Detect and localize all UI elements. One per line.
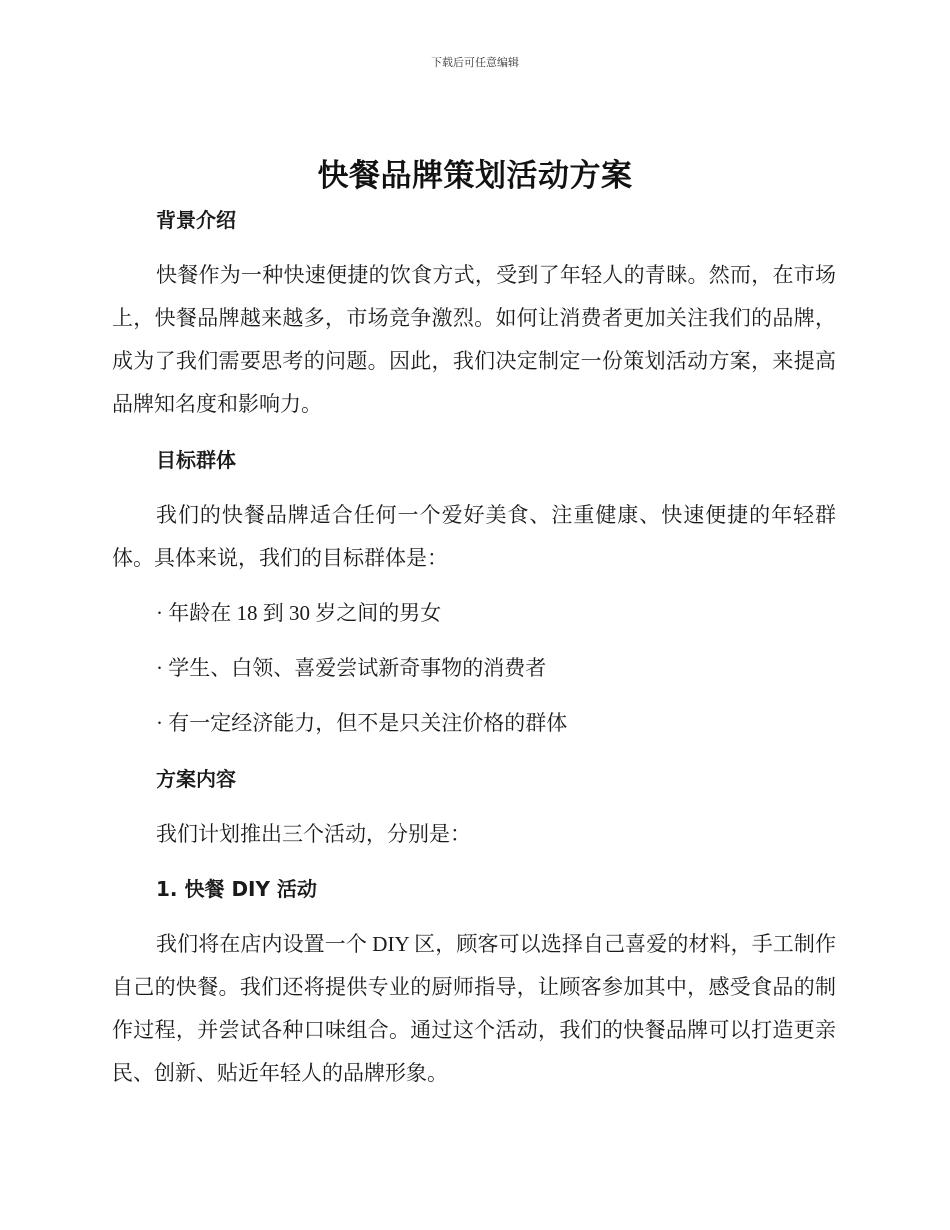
spacer (112, 482, 836, 494)
spacer (112, 426, 836, 438)
page-title: 快餐品牌策划活动方案 (317, 158, 633, 194)
list-item: · 有一定经济能力，但不是只关注价格的群体 (156, 711, 568, 735)
spacer (112, 801, 836, 813)
header-note: 下载后可任意编辑 (431, 57, 519, 69)
activity-heading: 1. 快餐 DIY 活动 (156, 877, 317, 901)
section-heading-plan: 方案内容 (156, 767, 236, 791)
paragraph-activity: 我们将在店内设置一个 DIY 区，顾客可以选择自己喜爱的材料，手工制作自己的快餐。我们还将提供专业的厨师指导，让顾客参加其中，感受食品的制作过程，并尝试各种口味组合。通过这个活动，我们的快餐品牌可以打造更亲民、创新、贴近年轻人的品牌形象。 (112, 932, 836, 1085)
document-body (112, 198, 836, 1095)
spacer (112, 856, 836, 868)
list-item: · 年龄在 18 到 30 岁之间的男女 (156, 601, 442, 625)
section-heading-target: 目标群体 (156, 448, 236, 472)
section-heading-background: 背景介绍 (156, 208, 236, 232)
paragraph-plan-intro: 我们计划推出三个活动，分别是： (156, 822, 471, 846)
spacer (112, 580, 836, 592)
spacer (112, 242, 836, 254)
paragraph-background: 快餐作为一种快速便捷的饮食方式，受到了年轻人的青睐。然而，在市场上，快餐品牌越来越多，市场竞争激烈。如何让消费者更加关注我们的品牌，成为了我们需要思考的问题。因此，我们决定制定一份策划活动方案，来提高品牌知名度和影响力。 (112, 263, 836, 416)
list-item: · 学生、白领、喜爱尝试新奇事物的消费者 (156, 656, 547, 680)
paragraph-target: 我们的快餐品牌适合任何一个爱好美食、注重健康、快速便捷的年轻群体。具体来说，我们的目标群体是： (112, 503, 836, 570)
